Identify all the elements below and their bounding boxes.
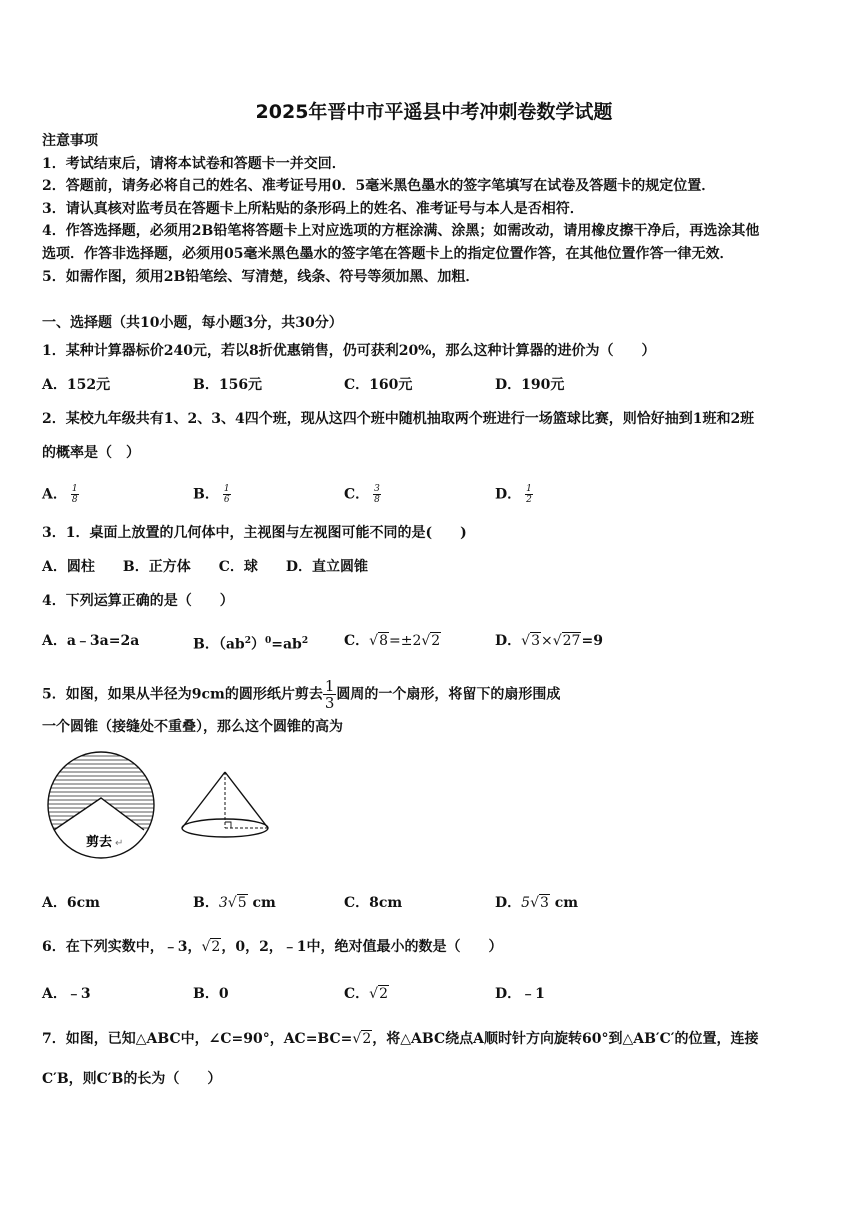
q1-option-a: A．152元	[42, 377, 111, 393]
q2-option-b: B． $\frac{1}{6}$	[193, 484, 230, 505]
q6-option-a: A．﹣3	[42, 986, 91, 1002]
q6-option-d: D．﹣1	[495, 986, 545, 1002]
notice-item: 1．考试结束后，请将本试卷和答题卡一并交回．	[42, 156, 346, 172]
q4-option-d: D．√3×√27=9	[495, 633, 603, 649]
q1-option-d: D．190元	[495, 377, 565, 393]
cone-figure	[178, 768, 274, 842]
q2-option-c: C． $\frac{3}{8}$	[344, 484, 380, 505]
q4-option-b: B．$(ab^2)^0=ab^2$	[193, 636, 309, 653]
q6-option-b: B．0	[193, 986, 229, 1002]
q4-option-c: C．√8=±2√2	[344, 633, 441, 649]
q5-option-a: A．6cm	[42, 895, 100, 911]
q1-option-c: C．160元	[344, 377, 413, 393]
section-heading: 一、选择题（共10小题，每小题3分，共30分）	[42, 315, 343, 331]
question-7-stem-cont: C′B，则C′B的长为（ ）	[42, 1071, 222, 1087]
question-4-stem: 4．下列运算正确的是（ ）	[42, 593, 234, 609]
question-6-stem: 6．在下列实数中，﹣3，√2，0，2，﹣1中，绝对值最小的数是（ ）	[42, 939, 503, 955]
q6-option-c: C．√2	[344, 986, 388, 1002]
notice-heading: 注意事项	[42, 133, 98, 149]
question-5-stem-cont: 一个圆锥（接缝处不重叠），那么这个圆锥的高为	[42, 719, 343, 735]
notice-item: 4．作答选择题，必须用2B铅笔将答题卡上对应选项的方框涂满、涂黑；如需改动，请用橡皮擦干净后，再选涂其他	[42, 223, 760, 239]
q1-option-b: B．156元	[193, 377, 263, 393]
notice-item: 2．答题前，请务必将自己的姓名、准考证号用0．5毫米黑色墨水的签字笔填写在试卷及答题卡的规定位置．	[42, 178, 716, 194]
question-7-stem: 7．如图，已知△ABC中，∠C=90°，AC=BC=√2，将△ABC绕点A顺时针方向旋转60°到△AB′C′的位置，连接	[42, 1031, 759, 1047]
question-5-stem: 5．如图，如果从半径为9cm的圆形纸片剪去 $\frac{1}{3}$ 圆周的一个扇形，将留下的扇形围成	[42, 677, 561, 712]
notice-item: 选项．作答非选择题，必须用05毫米黑色墨水的签字笔在答题卡上的指定位置作答，在其他位置作答一律无效．	[42, 246, 734, 262]
q2-option-d: D． $\frac{1}{2}$	[495, 484, 532, 505]
q2-option-a: A． $\frac{1}{8}$	[42, 484, 78, 505]
q5-option-b: B．3√5 cm	[193, 895, 276, 911]
cut-label: 剪去	[86, 835, 113, 850]
notice-item: 5．如需作图，须用2B铅笔绘、写清楚，线条、符号等须加黑、加粗．	[42, 269, 480, 285]
circle-cut-figure	[40, 750, 168, 860]
notice-item: 3．请认真核对监考员在答题卡上所粘贴的条形码上的姓名、准考证号与本人是否相符．	[42, 201, 584, 217]
q5-option-c: C．8cm	[344, 895, 403, 911]
svg-text:↵: ↵	[115, 838, 124, 849]
question-3-stem: 3．1．桌面上放置的几何体中，主视图与左视图可能不同的是( )	[42, 525, 467, 541]
question-2-stem-cont: 的概率是（ ）	[42, 445, 140, 461]
page-title: 2025年晋中市平遥县中考冲刺卷数学试题	[255, 101, 613, 123]
q4-option-a: A．a﹣3a=2a	[42, 633, 140, 649]
question-2-stem: 2．某校九年级共有1、2、3、4四个班，现从这四个班中随机抽取两个班进行一场篮球比赛，则恰好抽到1班和2班	[42, 411, 755, 427]
q3-options: A．圆柱 B．正方体 C．球 D．直立圆锥	[42, 559, 368, 575]
question-1-stem: 1．某种计算器标价240元，若以8折优惠销售，仍可获利20%，那么这种计算器的进价为（ ）	[42, 343, 656, 359]
q5-option-d: D．5√3 cm	[495, 895, 579, 911]
